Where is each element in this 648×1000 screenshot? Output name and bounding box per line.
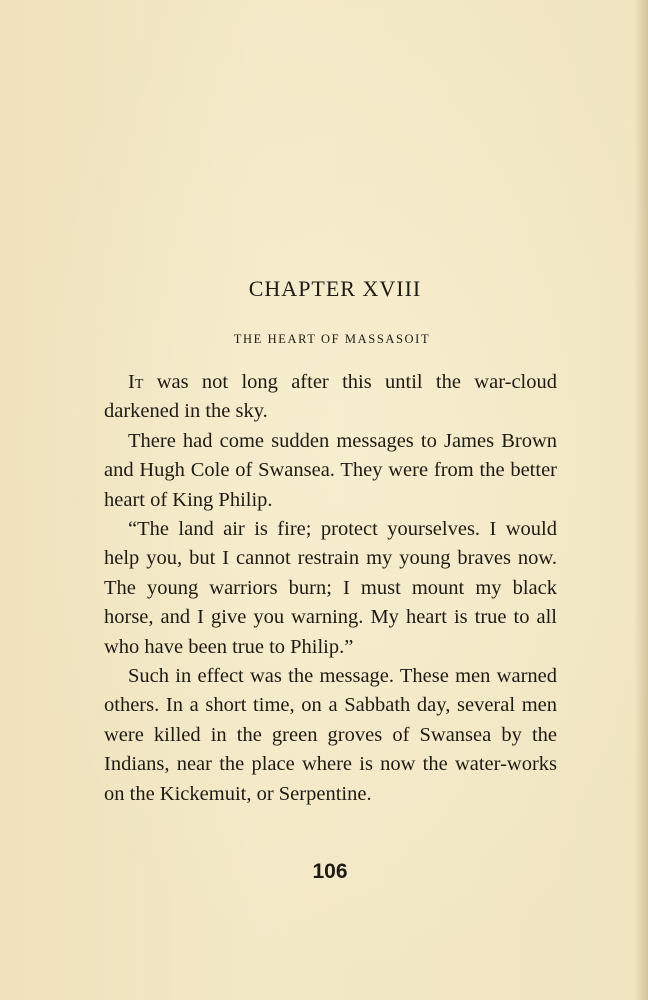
chapter-subtitle: THE HEART OF MASSASOIT xyxy=(233,332,431,346)
paragraph-3 xyxy=(104,515,557,662)
paragraph-4 xyxy=(104,662,557,809)
page-number: 106 xyxy=(312,860,348,883)
paragraph-text: There had come sudden messages to James Brown and Hugh Cole of Swansea. They were from the better heart of King Philip. xyxy=(104,429,557,511)
chapter-body xyxy=(104,368,557,809)
chapter-title: CHAPTER XVIII xyxy=(248,276,422,301)
paragraph-text: “The land air is fire; protect yourselves. I would help you, but I cannot restrain my young braves now. The young warriors burn; I must mount my black horse, and I give you warning. My heart is true to all who have been true to Philip.” xyxy=(104,518,557,658)
paragraph-1 xyxy=(104,368,557,427)
page-edge-shadow xyxy=(634,0,648,1000)
paragraph-text: Such in effect was the message. These men warned others. In a short time, on a Sabbath day, several men were killed in the green groves of Swansea by the Indians, near the place where is now the water-works on the Kickemuit, or Serpentine. xyxy=(104,665,557,805)
paragraph-2 xyxy=(104,427,557,515)
paragraph-text: was not long after this until the war-cloud darkened in the sky. xyxy=(104,371,557,423)
paragraph-lead-word: It xyxy=(128,371,144,393)
